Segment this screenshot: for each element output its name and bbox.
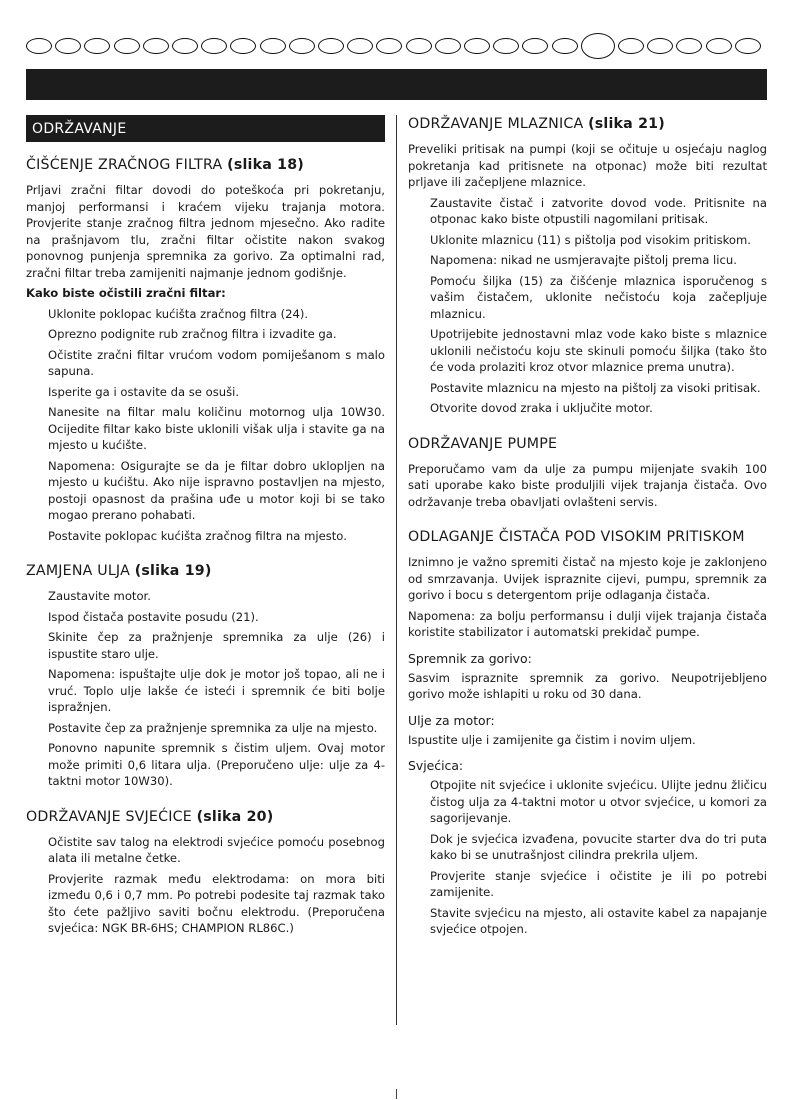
step: Zaustavite motor. <box>48 589 151 603</box>
air-filter-intro: Prljavi zračni filtar dovodi do poteškoća pri pokretanju, manjoj performansi i kraćem vijeku trajanja motora. Provjerite stanje zračnog filtra jednom mjesečno. Ako radite na prašnjavom tlu, zračni filtar očistite nakon svakog ponovnog punjenja spremnika za gorivo. Za optimalni rad, zračni filtar treba zamijeniti najmanje jednom godišnje. <box>26 183 385 280</box>
oval-marker <box>289 38 315 54</box>
oval-marker <box>522 38 548 54</box>
storage-text: Iznimno je važno spremiti čistač na mjesto koje je zaklonjeno od smrzavanja. Uvijek ispraznite cijevi, pumpu, spremnik za gorivo i bocu s detergentom prije odlaganja čistača. <box>408 555 767 602</box>
oval-marker <box>493 38 519 54</box>
step: Očistite sav talog na elektrodi svjećice pomoću posebnog alata ili metalne četke. <box>48 834 385 865</box>
spark-plug-heading: ODRŽAVANJE SVJEĆICE (slika 20) <box>26 808 274 825</box>
oval-marker <box>735 38 761 54</box>
step: Provjerite stanje svjećice i očistite je ili po potrebi zamijenite. <box>430 868 767 899</box>
oval-marker <box>26 38 52 54</box>
oval-marker <box>647 38 673 54</box>
pump-heading: ODRŽAVANJE PUMPE <box>408 435 558 452</box>
oval-marker <box>230 38 256 54</box>
step: Dok je svjećica izvađena, povucite starter dva do tri puta kako bi se unutrašnjost cilindra prekrila uljem. <box>430 831 767 862</box>
step: Ispod čistača postavite posudu (21). <box>48 609 259 624</box>
step: Provjerite razmak među elektrodama: on mora biti između 0,6 i 0,7 mm. Po potrebi podesite taj razmak tako što ćete pažljivo saviti bočnu elektrodu. (Preporučena svjećica: NGK BR-6HS; CHAMPION RL86C.) <box>48 871 385 935</box>
oil-change-steps <box>26 588 385 790</box>
step: Postavite poklopac kućišta zračnog filtra na mjesto. <box>48 528 347 543</box>
step: Isperite ga i ostavite da se osuši. <box>48 384 240 399</box>
step: Stavite svjećicu na mjesto, ali ostavite kabel za napajanje svjećice otpojen. <box>430 905 767 936</box>
header-bar <box>26 69 767 100</box>
nozzle-section <box>408 115 767 417</box>
oval-marker <box>143 38 169 54</box>
engine-oil-subheading: Ulje za motor: <box>408 712 495 728</box>
step: Uklonite poklopac kućišta zračnog filtra (24). <box>48 306 309 321</box>
fuel-tank-text: Sasvim ispraznite spremnik za gorivo. Neupotrijebljeno gorivo može ishlapiti u roku od 30 dana. <box>408 670 767 701</box>
oval-marker <box>347 38 373 54</box>
spark-plug-section <box>26 808 385 937</box>
step: Postavite čep za pražnjenje spremnika za ulje na mjesto. <box>48 720 378 735</box>
oval-marker <box>464 38 490 54</box>
oval-marker-active <box>581 33 615 59</box>
step: Oprezno podignite rub zračnog filtra i izvadite ga. <box>48 327 337 341</box>
oval-marker <box>55 38 81 54</box>
nozzle-heading: ODRŽAVANJE MLAZNICA (slika 21) <box>408 116 665 132</box>
air-filter-section <box>26 156 385 544</box>
oval-marker <box>435 38 461 54</box>
step: Upotrijebite jednostavni mlaz vode kako biste s mlaznice uklonili nečistoću koju ste skinuli pomoću šiljka (tako što će voda prolaziti kroz otvor mlaznice prema unutra). <box>430 327 767 374</box>
oval-marker <box>260 38 286 54</box>
oval-marker <box>406 38 432 54</box>
storage-section <box>408 528 767 938</box>
step: Ponovno napunite spremnik s čistim uljem. Ovaj motor može primiti 0,6 litara ulja. (Preporučeno ulje: ulje za 4-taktni motor 10W30). <box>48 741 385 788</box>
storage-note: Napomena: za bolju performansu i dulji vijek trajanja čistača koristite stabilizator i automatski prekidač pumpe. <box>408 608 767 639</box>
oval-marker <box>552 38 578 54</box>
oval-marker <box>114 38 140 54</box>
oval-marker <box>618 38 644 54</box>
spark-plug-storage-steps <box>408 777 767 938</box>
step: Nanesite na filtar malu količinu motornog ulja 10W30. Ocijedite filtar kako biste uklonili višak ulja i stavite ga na mjesto u kućište. <box>48 405 385 452</box>
spark-plug-subheading: Svjećica: <box>408 758 464 773</box>
air-filter-steps <box>26 306 385 545</box>
step-note: Napomena: Osigurajte se da je filtar dobro ukloplјen na mjesto u kućištu. Ako nije ispravno postavljen na mjesto, postoji opasnost da prašina uđe u motor koji bi se tako mogao prerano pohabati. <box>48 458 385 522</box>
step: Otpojite nit svjećice i uklonite svjećicu. Ulijte jednu žličicu čistog ulja za 4-taktni motor u otvor svjećice, u komori za sagorijevanje. <box>430 778 767 825</box>
step: Otvorite dovod zraka i uključite motor. <box>430 401 653 415</box>
step: Zaustavite čistač i zatvorite dovod vode. Pritisnite na otponac kako biste otpustili nagomilani pritisak. <box>430 195 767 226</box>
step-note: Napomena: nikad ne usmjeravajte pištolj prema licu. <box>430 253 737 267</box>
pump-section <box>408 435 767 511</box>
step: Uklonite mlaznicu (11) s pištolja pod visokim pritiskom. <box>430 232 751 247</box>
step: Pomoću šiljka (15) za čišćenje mlaznica isporučenog s vašim čistačem, uklonite nečistoću koja začepljuje mlaznicu. <box>430 273 767 321</box>
fuel-tank-subheading: Spremnik za gorivo: <box>408 650 532 666</box>
air-filter-heading: ČIŠĆENJE ZRAČNOG FILTRA (slika 18) <box>26 157 304 173</box>
step: Očistite zračni filtar vrućom vodom pomiješanom s malo sapuna. <box>48 347 385 378</box>
right-column <box>408 115 767 956</box>
step: Skinite čep za pražnjenje spremnika za ulje (26) i ispustite staro ulje. <box>48 630 385 661</box>
pump-text: Preporučamo vam da ulje za pumpu mijenjate svakih 100 sati uporabe kako biste produljili vijek trajanja čistača. Ovo održavanje treba obavljati ovlašteni servis. <box>408 461 767 509</box>
storage-heading: ODLAGANJE ČISTAČA POD VISOKIM PRITISKOM <box>408 529 745 545</box>
oval-marker <box>318 38 344 54</box>
engine-oil-text: Ispustite ulje i zamijenite ga čistim i novim uljem. <box>408 732 696 747</box>
oval-marker <box>706 38 732 54</box>
step-note: Napomena: ispuštajte ulje dok je motor još topao, ali ne i vruć. Toplo ulje lakše će isteći i spremnik će biti bolje ispražnjen. <box>48 667 385 714</box>
oil-change-heading: ZAMJENA ULJA (slika 19) <box>26 563 212 579</box>
step: Postavite mlaznicu na mjesto na pištolj za visoki pritisak. <box>430 380 761 395</box>
oval-marker <box>376 38 402 54</box>
page-index-ovals <box>26 38 767 58</box>
left-column <box>26 115 385 955</box>
footer-center-mark <box>396 1089 397 1099</box>
column-divider <box>396 115 397 1025</box>
oval-marker <box>84 38 110 54</box>
spark-plug-steps <box>26 834 385 937</box>
section-title-bar: ODRŽAVANJE <box>26 115 385 142</box>
air-filter-subheading: Kako biste očistili zračni filtar: <box>26 286 226 300</box>
oval-marker <box>172 38 198 54</box>
oval-marker <box>201 38 227 54</box>
oil-change-section <box>26 562 385 790</box>
nozzle-steps <box>408 195 767 417</box>
oval-marker <box>676 38 702 54</box>
nozzle-intro: Preveliki pritisak na pumpi (koji se očituje u osjećaju naglog pokretanja kad pritisnete na otponac) može biti rezultat prljave ili začepljene mlaznice. <box>408 142 767 189</box>
